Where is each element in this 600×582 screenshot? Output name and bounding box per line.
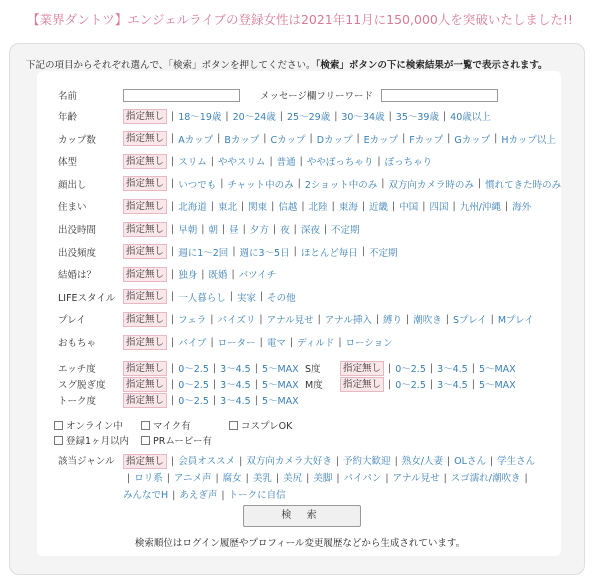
separator: | — [471, 378, 475, 390]
separator: | — [171, 336, 175, 348]
filter-options — [123, 335, 393, 350]
filter-options — [123, 154, 432, 169]
message-freeword-input[interactable] — [381, 89, 498, 102]
option-link[interactable]: いつでも — [178, 179, 217, 191]
filter-label: LIFEスタイル — [58, 292, 116, 304]
option-link[interactable]: OLさん — [454, 456, 486, 467]
filter-row — [58, 108, 491, 124]
separator: | — [210, 200, 214, 212]
option-link[interactable]: 夜 — [280, 225, 290, 236]
filter-options — [123, 199, 531, 214]
separator: | — [477, 178, 482, 190]
option-link[interactable]: 独身 — [178, 270, 198, 282]
option-none[interactable]: 指定無し — [123, 199, 167, 214]
separator: | — [388, 110, 392, 122]
separator: | — [171, 313, 175, 325]
checkbox-1[interactable] — [141, 418, 191, 432]
separator: | — [259, 313, 263, 325]
option-none[interactable]: 指定無し — [123, 289, 167, 304]
option-link[interactable]: 5～MAX — [478, 364, 516, 375]
instructions-bold-text: 「検索」ボタンの下に検索結果が一覧で表示されます。 — [315, 60, 548, 71]
level-row — [58, 360, 299, 376]
separator: | — [306, 473, 310, 484]
filter-label: カップ数 — [58, 134, 96, 146]
separator: | — [212, 394, 217, 406]
option-link[interactable]: 0～2.5 — [178, 380, 209, 391]
option-link[interactable]: バツイチ — [238, 270, 277, 282]
option-link[interactable]: フェラ — [178, 315, 207, 327]
option-link[interactable]: 九州/沖縄 — [459, 202, 501, 214]
level-label: S度 — [305, 364, 321, 375]
separator: | — [171, 133, 175, 145]
separator: | — [504, 200, 509, 212]
filter-row — [58, 198, 531, 214]
separator: | — [289, 336, 294, 348]
filter-label: 出没時間 — [58, 225, 97, 236]
separator: | — [361, 200, 366, 212]
separator: | — [239, 456, 243, 467]
option-link[interactable]: Mプレイ — [497, 315, 534, 327]
separator: | — [242, 223, 246, 235]
option-link[interactable]: 深夜 — [300, 225, 320, 236]
option-link[interactable]: 3～4.5 — [220, 396, 251, 407]
option-link[interactable]: 25～29歳 — [287, 112, 331, 123]
option-link[interactable]: 海外 — [512, 202, 532, 214]
separator: | — [361, 246, 366, 258]
option-link[interactable]: 3～4.5 — [220, 364, 251, 375]
name-input[interactable] — [123, 89, 240, 102]
separator: | — [293, 246, 297, 258]
filter-row — [58, 289, 296, 305]
filter-options — [123, 312, 534, 327]
option-link[interactable]: 電マ — [266, 338, 286, 349]
filter-label: プレイ — [58, 315, 86, 327]
option-link[interactable]: アニメ声 — [173, 473, 212, 484]
checkbox-box[interactable] — [141, 421, 150, 430]
level-options — [123, 377, 299, 392]
level-row — [305, 376, 516, 392]
separator: | — [171, 200, 175, 212]
filter-options — [123, 222, 360, 237]
option-link[interactable]: Hカップ以上 — [501, 134, 556, 146]
separator: | — [232, 246, 236, 258]
separator: | — [392, 200, 396, 212]
option-link[interactable]: 30～34歳 — [341, 112, 385, 123]
separator: | — [279, 110, 283, 122]
option-link[interactable]: ぽっちゃり — [384, 157, 433, 169]
option-link[interactable]: チャット中のみ — [227, 179, 294, 191]
option-none[interactable]: 指定無し — [123, 377, 167, 392]
option-none[interactable]: 指定無し — [123, 222, 167, 237]
separator: | — [263, 133, 267, 145]
option-none[interactable]: 指定無し — [123, 154, 167, 169]
filter-label: 年齢 — [58, 112, 78, 123]
option-link[interactable]: 既婚 — [208, 270, 228, 282]
option-link[interactable]: ほとんど毎日 — [300, 247, 358, 259]
option-none[interactable]: 指定無し — [123, 176, 167, 191]
separator: | — [171, 155, 175, 167]
option-link[interactable]: 3～4.5 — [437, 380, 468, 391]
level-row — [58, 392, 299, 408]
checkbox-box[interactable] — [54, 436, 63, 445]
separator: | — [334, 110, 338, 122]
checkbox-label: オンライン中 — [66, 421, 123, 432]
separator: | — [217, 133, 221, 145]
filter-label: 住まい — [58, 202, 87, 214]
option-none[interactable]: 指定無し — [340, 377, 384, 392]
separator: | — [171, 394, 175, 406]
separator: | — [356, 133, 360, 145]
separator: | — [245, 473, 249, 484]
name-row — [58, 87, 498, 103]
separator: | — [471, 362, 475, 374]
option-link[interactable]: 5～MAX — [478, 380, 516, 391]
option-link[interactable]: 東海 — [338, 202, 358, 214]
option-link[interactable]: 2ショット中のみ — [304, 179, 378, 191]
separator: | — [210, 336, 214, 348]
option-link[interactable]: 四国 — [429, 202, 449, 214]
option-link[interactable]: パイパン — [343, 473, 382, 484]
filter-label: 結婚は？ — [58, 270, 97, 282]
option-link[interactable]: 朝 — [208, 225, 218, 236]
separator: | — [447, 133, 451, 145]
separator: | — [445, 313, 449, 325]
separator: | — [229, 291, 233, 303]
filter-options — [123, 109, 491, 124]
level-row — [58, 376, 299, 392]
separator: | — [422, 200, 426, 212]
option-link[interactable]: 慣れてきた時のみ — [485, 179, 562, 191]
option-link[interactable]: 5～MAX — [261, 364, 299, 375]
level-label: スグ脱ぎ度 — [58, 380, 106, 391]
option-link[interactable]: 早朝 — [178, 225, 198, 236]
option-link[interactable]: 学生さん — [497, 456, 536, 467]
option-link[interactable]: スゴ濡れ/潮吹き — [450, 473, 521, 484]
separator: | — [335, 456, 340, 467]
level-row — [305, 360, 516, 376]
separator: | — [446, 456, 451, 467]
separator: | — [452, 200, 456, 212]
separator: | — [271, 200, 275, 212]
option-link[interactable]: ローター — [217, 338, 256, 349]
checkbox-0[interactable] — [54, 418, 123, 432]
separator: | — [171, 223, 175, 235]
level-label: エッチ度 — [58, 364, 96, 375]
separator: | — [381, 178, 385, 190]
separator: | — [388, 378, 392, 390]
separator: | — [275, 473, 280, 484]
option-link[interactable]: 実家 — [236, 292, 256, 304]
option-link[interactable]: 不定期 — [369, 247, 398, 259]
option-link[interactable]: 双方向カメラ大好き — [246, 456, 332, 467]
separator: | — [220, 178, 224, 190]
separator: | — [490, 313, 494, 325]
option-link[interactable]: 週に3～5日 — [239, 247, 290, 259]
separator: | — [127, 473, 131, 484]
checkbox-box[interactable] — [141, 436, 150, 445]
option-link[interactable]: 予約大歓迎 — [343, 456, 391, 467]
separator: | — [336, 473, 340, 484]
option-link[interactable]: 一人暮らし — [178, 292, 226, 304]
separator: | — [301, 200, 305, 212]
filter-options — [123, 176, 561, 191]
separator: | — [375, 313, 380, 325]
separator: | — [171, 246, 175, 258]
option-link[interactable]: 北海道 — [178, 202, 207, 214]
separator: | — [443, 473, 447, 484]
filter-row — [58, 334, 393, 350]
option-link[interactable]: 0～2.5 — [178, 396, 209, 407]
option-link[interactable]: 会員オススメ — [178, 456, 236, 467]
checkbox-4[interactable] — [141, 433, 212, 447]
option-link[interactable]: バイブ — [178, 338, 207, 349]
separator: | — [489, 456, 494, 467]
separator: | — [429, 378, 434, 390]
option-link[interactable]: アナル見せ — [392, 473, 440, 484]
option-none[interactable]: 指定無し — [123, 361, 167, 376]
option-link[interactable]: 35～39歳 — [395, 112, 439, 123]
separator: | — [317, 313, 321, 325]
separator: | — [338, 336, 342, 348]
option-link[interactable]: 0～2.5 — [395, 380, 426, 391]
option-link[interactable]: アナル見せ — [266, 315, 314, 327]
separator: | — [212, 362, 217, 374]
option-link[interactable]: 近畿 — [369, 202, 389, 214]
checkbox-3[interactable] — [54, 433, 129, 447]
option-link[interactable]: 北陸 — [308, 202, 328, 214]
option-none[interactable]: 指定無し — [123, 244, 167, 259]
option-link[interactable]: 美脚 — [313, 473, 333, 484]
option-none[interactable]: 指定無し — [123, 454, 167, 469]
option-link[interactable]: その他 — [267, 292, 296, 304]
separator: | — [201, 268, 205, 280]
option-link[interactable]: 夕方 — [249, 225, 269, 236]
filter-row — [58, 221, 360, 237]
option-link[interactable]: 美乳 — [252, 473, 272, 484]
separator: | — [442, 110, 447, 122]
separator: | — [331, 200, 335, 212]
separator: | — [272, 223, 277, 235]
option-link[interactable]: 潮吹き — [413, 315, 442, 327]
checkbox-box[interactable] — [54, 421, 63, 430]
name-label: 名前 — [58, 91, 78, 102]
search-note: 検索順位はログイン履歴やプロフィール変更履歴などから生成されています。 — [134, 538, 466, 549]
headline-banner: 【業界ダントツ】エンジェルライブの登録女性は2021年11月に150,000人を突破いたしました!! — [27, 12, 573, 27]
filter-label: おもちゃ — [58, 338, 97, 349]
filter-row — [58, 244, 398, 260]
genre-label: 該当ジャンル — [58, 456, 115, 467]
level-options — [340, 361, 516, 376]
option-link[interactable]: 双方向カメラ時のみ — [388, 179, 474, 191]
option-link[interactable]: ややぽっちゃり — [306, 157, 374, 169]
option-link[interactable]: 週に1～2回 — [178, 247, 229, 259]
level-options — [340, 377, 516, 392]
separator: | — [171, 268, 175, 280]
separator: | — [171, 378, 175, 390]
filter-label: 体型 — [58, 157, 78, 169]
separator: | — [172, 490, 176, 501]
level-label: M度 — [305, 380, 323, 391]
level-label: トーク度 — [58, 396, 97, 407]
checkbox-label: コスプレOK — [241, 421, 293, 432]
separator: | — [171, 110, 175, 122]
filter-label: 出没頻度 — [58, 247, 97, 259]
option-link[interactable]: 20～24歳 — [232, 112, 276, 123]
separator: | — [221, 223, 226, 235]
option-link[interactable]: スリム — [178, 157, 207, 169]
option-link[interactable]: アナル挿入 — [324, 315, 372, 327]
separator: | — [269, 155, 273, 167]
option-link[interactable]: 3～4.5 — [437, 364, 468, 375]
option-link[interactable]: ロリ系 — [134, 473, 163, 484]
checkbox-box[interactable] — [229, 421, 238, 430]
separator: | — [201, 223, 205, 235]
option-link[interactable]: Cカップ — [270, 134, 306, 146]
separator: | — [309, 133, 313, 145]
option-link[interactable]: 40歳以上 — [450, 112, 491, 123]
option-none[interactable]: 指定無し — [123, 267, 167, 282]
option-link[interactable]: 腐女 — [222, 473, 242, 484]
filter-options — [123, 244, 398, 259]
filter-row — [58, 153, 432, 169]
separator: | — [215, 473, 219, 484]
separator: | — [212, 378, 217, 390]
search-button[interactable]: 検 索 — [243, 505, 361, 527]
option-link[interactable]: 熟女/人妻 — [401, 456, 443, 467]
option-link[interactable]: Bカップ — [224, 134, 260, 146]
genre-row — [58, 453, 543, 504]
option-link[interactable]: 18～19歳 — [178, 112, 222, 123]
separator: | — [210, 155, 214, 167]
level-options — [123, 393, 299, 408]
option-link[interactable]: 普通 — [276, 157, 296, 169]
message-label: メッセージ欄フリーワード — [260, 91, 374, 102]
separator: | — [171, 456, 175, 467]
option-none[interactable]: 指定無し — [340, 361, 384, 376]
option-link[interactable]: Aカップ — [178, 134, 214, 146]
filter-options — [123, 131, 556, 146]
option-link[interactable]: 3～4.5 — [220, 380, 251, 391]
separator: | — [240, 200, 245, 212]
separator: | — [297, 178, 301, 190]
filter-row — [58, 266, 276, 282]
option-link[interactable]: Sプレイ — [452, 315, 487, 327]
option-link[interactable]: パイズリ — [217, 315, 256, 327]
separator: | — [323, 223, 328, 235]
separator: | — [259, 291, 264, 303]
separator: | — [494, 133, 498, 145]
separator: | — [402, 133, 406, 145]
separator: | — [388, 362, 392, 374]
separator: | — [225, 110, 229, 122]
separator: | — [524, 473, 528, 484]
separator: | — [171, 178, 175, 190]
option-link[interactable]: 5～MAX — [261, 396, 299, 407]
option-link[interactable]: 東北 — [217, 202, 237, 214]
option-link[interactable]: 0～2.5 — [178, 364, 209, 375]
option-link[interactable]: 美尻 — [283, 473, 303, 484]
option-none[interactable]: 指定無し — [123, 131, 167, 146]
option-link[interactable]: ローション — [345, 338, 393, 349]
separator: | — [406, 313, 410, 325]
option-link[interactable]: 0～2.5 — [395, 364, 426, 375]
filter-options — [123, 289, 296, 304]
option-link[interactable]: Dカップ — [316, 134, 353, 146]
separator: | — [171, 291, 175, 303]
instructions — [26, 57, 548, 71]
option-link[interactable]: Eカップ — [363, 134, 399, 146]
separator: | — [254, 394, 258, 406]
option-link[interactable]: Gカップ — [454, 134, 491, 146]
option-none[interactable]: 指定無し — [123, 393, 167, 408]
checkbox-label: 登録1ヶ月以内 — [66, 436, 130, 447]
instructions-text: 下記の項目からそれぞれ選んで、「検索」ボタンを押してください。 — [26, 60, 316, 71]
separator: | — [166, 473, 170, 484]
checkbox-label: PRムービー有 — [153, 436, 212, 447]
level-options — [123, 361, 299, 376]
separator: | — [254, 378, 258, 390]
option-link[interactable]: 中国 — [399, 202, 419, 214]
separator: | — [377, 155, 381, 167]
filter-label: 顔出し — [58, 179, 87, 191]
separator: | — [171, 362, 175, 374]
filter-row — [58, 311, 534, 327]
option-link[interactable]: 不定期 — [331, 225, 360, 236]
separator: | — [385, 473, 389, 484]
option-none[interactable]: 指定無し — [123, 335, 167, 350]
option-link[interactable]: Fカップ — [409, 134, 444, 146]
separator: | — [299, 155, 303, 167]
separator: | — [231, 268, 235, 280]
filter-row — [58, 131, 556, 147]
option-link[interactable]: ややスリム — [217, 157, 266, 169]
separator: | — [210, 313, 214, 325]
option-link[interactable]: 縛り — [383, 315, 403, 327]
separator: | — [429, 362, 434, 374]
filter-row — [58, 176, 561, 192]
option-link[interactable]: 信越 — [278, 202, 298, 214]
separator: | — [394, 456, 398, 467]
option-none[interactable]: 指定無し — [123, 109, 167, 124]
option-link[interactable]: トークに自信 — [228, 490, 286, 501]
separator: | — [221, 490, 225, 501]
separator: | — [254, 362, 258, 374]
checkbox-2[interactable] — [229, 418, 292, 432]
separator: | — [259, 336, 263, 348]
option-link[interactable]: 昼 — [229, 225, 239, 236]
option-link[interactable]: みんなでH — [123, 490, 169, 501]
option-none[interactable]: 指定無し — [123, 312, 167, 327]
separator: | — [293, 223, 297, 235]
option-link[interactable]: ディルド — [297, 338, 335, 349]
option-link[interactable]: あえぎ声 — [179, 490, 218, 501]
option-link[interactable]: 関東 — [248, 202, 268, 214]
checkbox-label: マイク有 — [153, 421, 191, 432]
option-link[interactable]: 5～MAX — [261, 380, 299, 391]
filter-options — [123, 267, 276, 282]
